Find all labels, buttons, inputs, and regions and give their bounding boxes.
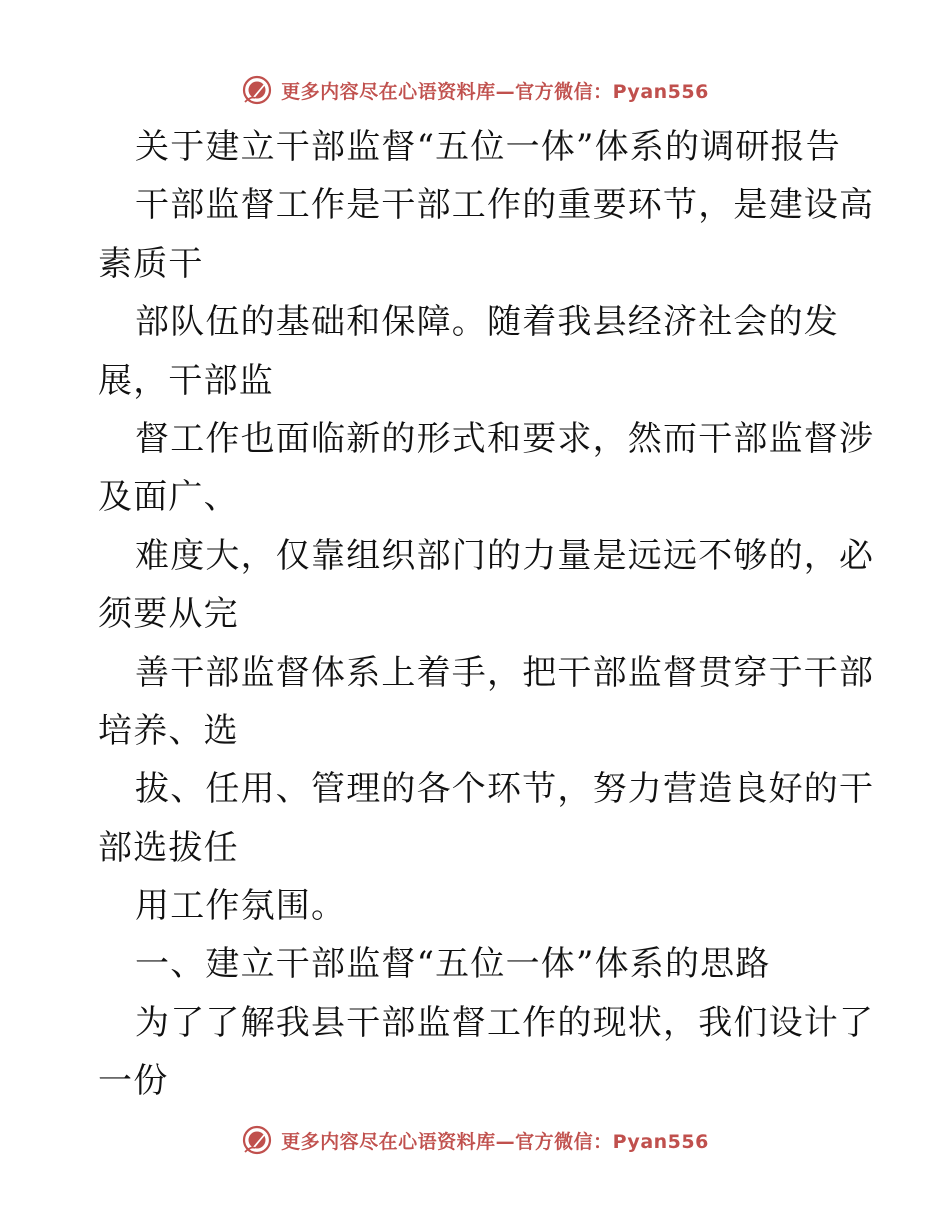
document-line: 培养、选: [98, 710, 239, 751]
header-banner-text: 更多内容尽在心语资料库—官方微信：Pyan556: [281, 80, 709, 103]
document-line: 拔、任用、管理的各个环节，努力营造良好的干: [135, 769, 875, 810]
document-line: 部选拔任: [98, 827, 239, 868]
document-line: 展，干部监: [98, 360, 274, 401]
document-line: 素质干: [98, 243, 204, 284]
footer-banner: [0, 1120, 950, 1160]
document-line: 部队伍的基础和保障。随着我县经济社会的发: [135, 302, 839, 343]
header-banner: [0, 70, 950, 110]
document-line: 为了了解我县干部监督工作的现状，我们设计了: [135, 1002, 875, 1043]
document-line: 及面广、: [98, 477, 239, 518]
document-body: [98, 118, 875, 1111]
document-line: 督工作也面临新的形式和要求，然而干部监督涉: [135, 418, 875, 459]
document-line: 难度大，仅靠组织部门的力量是远远不够的，必: [135, 535, 875, 576]
quill-pen-logo-icon: [241, 74, 273, 106]
quill-pen-logo-icon: [241, 1124, 273, 1156]
document-line: 用工作氛围。: [135, 886, 347, 927]
document-line: 干部监督工作是干部工作的重要环节，是建设高: [135, 185, 875, 226]
document-line: 善干部监督体系上着手，把干部监督贯穿于干部: [135, 652, 875, 693]
section-heading: 一、建立干部监督“五位一体”体系的思路: [135, 944, 771, 985]
document-line: 须要从完: [98, 594, 239, 635]
document-line: 一份: [98, 1061, 169, 1102]
footer-banner-text: 更多内容尽在心语资料库—官方微信：Pyan556: [281, 1130, 709, 1153]
document-line: 关于建立干部监督“五位一体”体系的调研报告: [135, 127, 841, 167]
